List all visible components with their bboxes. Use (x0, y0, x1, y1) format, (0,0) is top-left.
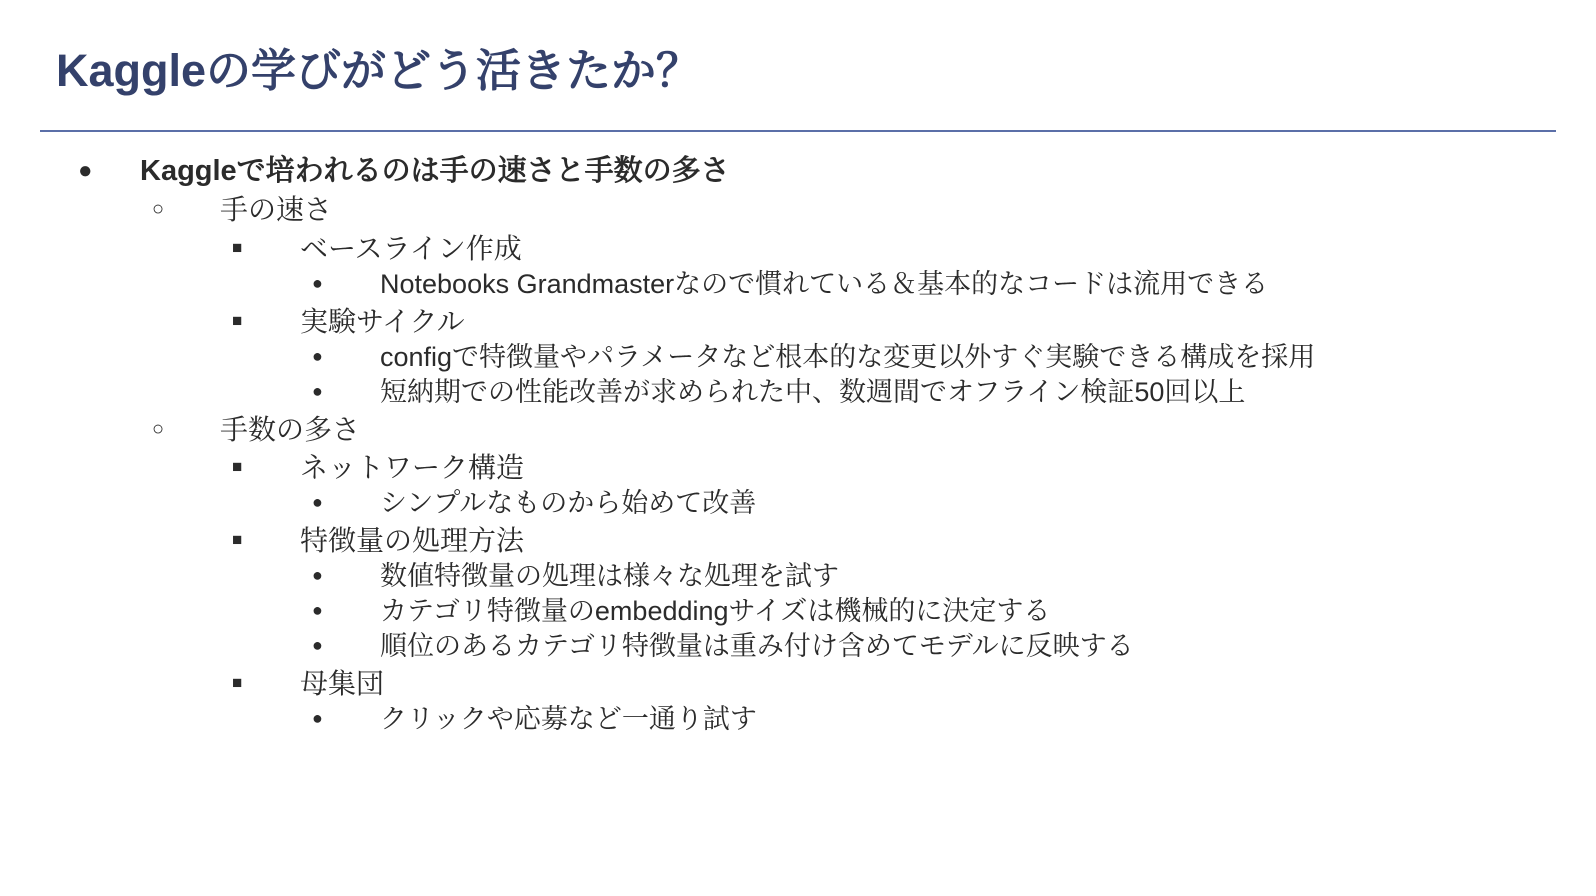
outline-item-level-4 (312, 487, 1596, 520)
outline-item-text: Notebooks Grandmasterなので慣れている＆基本的なコードは流用できる (380, 268, 1269, 299)
outline-item-text: configで特徴量やパラメータなど根本的な変更以外すぐ実験できる構成を採用 (380, 341, 1316, 372)
outline-item-level-4 (312, 703, 1596, 736)
bullet-icon: ○ (152, 198, 165, 221)
outline-item-text: クリックや応募など一通り試す (380, 704, 757, 735)
bullet-icon: ● (312, 565, 323, 586)
outline-item-text: 数値特徴量の処理は様々な処理を試す (380, 561, 839, 592)
outline-item-level-1 (78, 154, 1596, 189)
outline-item-text: ベースライン作成 (300, 232, 522, 264)
outline-item-text: シンプルなものから始めて改善 (380, 487, 757, 518)
outline-item-level-3 (232, 524, 1596, 558)
page-title: Kaggleの学びがどう活きたか？ (56, 45, 702, 96)
outline-item-level-4 (312, 630, 1596, 663)
outline-item-level-2 (152, 413, 1596, 447)
bullet-icon: ■ (232, 672, 243, 692)
bullet-icon: ● (312, 345, 323, 366)
outline-item-level-2 (152, 193, 1596, 227)
bullet-icon: ● (312, 708, 323, 729)
outline-item-text: 手の速さ (220, 194, 333, 226)
bullet-icon: ● (312, 634, 323, 655)
outline-item-level-3 (232, 451, 1596, 485)
bullet-icon: ● (312, 600, 323, 620)
outline-item-text: 順位のあるカテゴリ特徴量は重み付け含めてモデルに反映する (380, 630, 1134, 661)
outline-list (0, 154, 1596, 736)
title-divider (40, 130, 1556, 132)
bullet-icon: ■ (232, 529, 243, 549)
bullet-icon: ● (312, 491, 323, 512)
outline-item-level-4 (312, 341, 1596, 374)
outline-item-text: ネットワーク構造 (300, 451, 525, 483)
bullet-icon: ● (78, 157, 93, 184)
slide-body (0, 152, 1596, 736)
outline-item-text: 短納期での性能改善が求められた中、数週間でオフライン検証50回以上 (380, 376, 1246, 407)
bullet-icon: ■ (232, 456, 243, 476)
outline-item-text: カテゴリ特徴量のembeddingサイズは機械的に決定する (380, 596, 1051, 626)
outline-item-text: 実験サイクル (300, 305, 465, 337)
outline-item-text: 特徴量の処理方法 (300, 524, 525, 556)
bullet-icon: ● (312, 272, 323, 293)
outline-item-level-3 (232, 232, 1596, 266)
bullet-icon: ■ (232, 310, 243, 330)
outline-item-level-4 (312, 268, 1596, 301)
bullet-icon: ● (312, 380, 323, 401)
outline-item-level-3 (232, 667, 1596, 701)
bullet-icon: ○ (152, 417, 165, 440)
bullet-icon: ■ (232, 237, 243, 257)
outline-item-level-3 (232, 305, 1596, 339)
outline-item-level-4 (312, 560, 1596, 593)
outline-item-text: 母集団 (300, 667, 385, 699)
outline-item-level-4 (312, 595, 1596, 628)
outline-item-text: Kaggleで培われるのは手の速さと手数の多さ (140, 155, 730, 187)
outline-item-level-4 (312, 376, 1596, 409)
outline-item-text: 手数の多さ (220, 413, 361, 445)
